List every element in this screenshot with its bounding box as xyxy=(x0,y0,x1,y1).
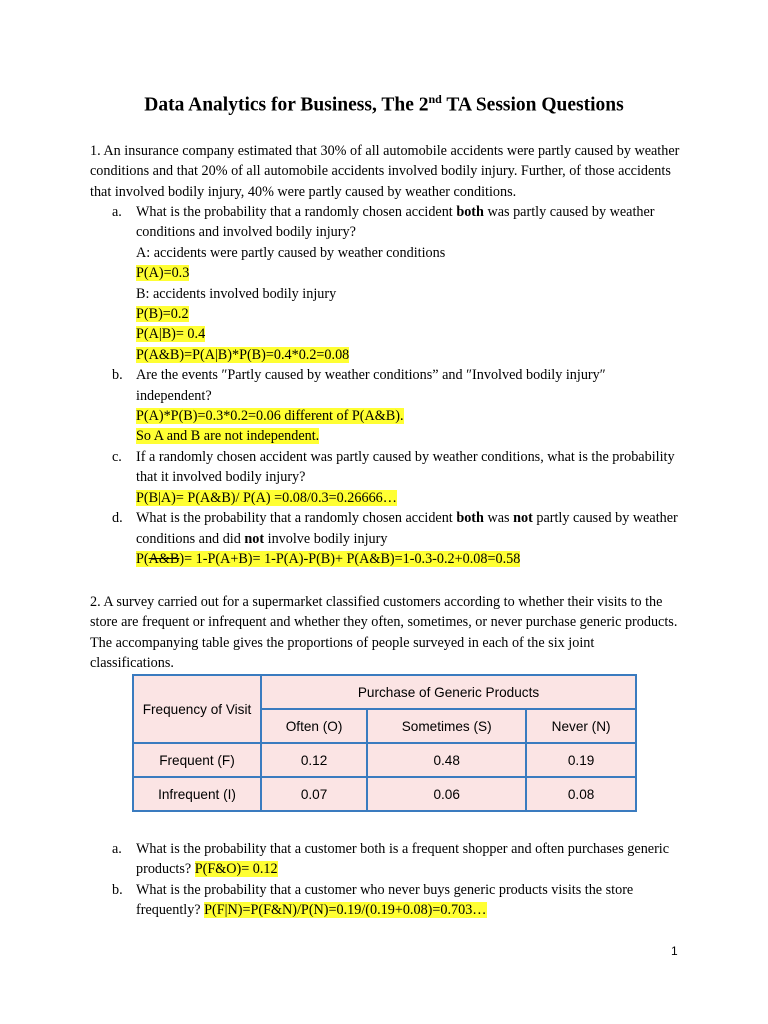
row-header-cell: Frequency of Visit xyxy=(133,675,261,743)
table-row xyxy=(133,777,636,811)
table-cell: 0.48 xyxy=(367,743,526,777)
question-2-intro: 2. A survey carried out for a supermarket classified customers according to whether their visits to the store are frequent or infrequent and whether they often, sometimes, or never purchase generic products. The accompanying table gives the proportions of people surveyed in each of the six joint classifications. xyxy=(90,594,678,672)
table-cell: 0.12 xyxy=(261,743,367,777)
title-superscript: nd xyxy=(428,92,442,106)
table-cell: 0.06 xyxy=(367,777,526,811)
table-cell: 0.19 xyxy=(526,743,636,777)
item-label: b. xyxy=(112,881,123,898)
answer-pagb: P(A|B)= 0.4 xyxy=(136,326,206,343)
item-label: b. xyxy=(112,367,123,384)
question-1b xyxy=(90,365,680,447)
question-1-items xyxy=(90,202,680,569)
answer-pab: P(A&B)=P(A|B)*P(B)=0.4*0.2=0.08 xyxy=(136,346,350,363)
answer-2b: P(F|N)=P(F&N)/P(N)=0.19/(0.19+0.08)=0.703… xyxy=(204,902,487,919)
page-number: 1 xyxy=(671,944,678,958)
title-rest: TA Session Questions xyxy=(441,94,624,116)
answer-1b-line1: P(A)*P(B)=0.3*0.2=0.06 different of P(A&B). xyxy=(136,408,404,425)
question-2a xyxy=(90,839,680,880)
answer-1b-line2: So A and B are not independent. xyxy=(136,428,320,445)
question-text: What is the probability that a randomly chosen accident both was not partly caused by weather conditions and did not involve bodily injury xyxy=(136,510,678,547)
question-1d xyxy=(90,508,680,569)
answer-pb: P(B)=0.2 xyxy=(136,306,189,323)
question-text: What is the probability that a customer who never buys generic products visits the store frequently? xyxy=(136,881,634,919)
question-2-items xyxy=(90,839,680,921)
group-header-cell: Purchase of Generic Products xyxy=(261,675,636,709)
item-label: d. xyxy=(112,510,123,527)
item-label: a. xyxy=(112,841,122,857)
answer-1c: P(B|A)= P(A&B)/ P(A) =0.08/0.3=0.26666… xyxy=(136,489,397,506)
definition-a: A: accidents were partly caused by weather conditions xyxy=(136,244,446,261)
table-row xyxy=(133,743,636,777)
title-main: Data Analytics for Business, The 2 xyxy=(144,94,429,116)
question-1-intro: 1. An insurance company estimated that 30% of all automobile accidents were partly caused by weather conditions and that 20% of all automobile accidents involved bodily injury. Further, of those accidents that involved bodily injury, 40% were partly caused by weather conditions. xyxy=(90,143,680,200)
answer-pa: P(A)=0.3 xyxy=(136,265,190,282)
column-header-often: Often (O) xyxy=(261,709,367,743)
question-text: Are the events ″Partly caused by weather conditions” and ″Involved bodily injury″ independent? xyxy=(136,367,606,404)
row-label: Infrequent (I) xyxy=(133,777,261,811)
page-title xyxy=(0,92,768,117)
question-text: What is the probability that a customer both is a frequent shopper and often purchases generic products? xyxy=(136,841,670,878)
definition-b: B: accidents involved bodily injury xyxy=(136,285,337,302)
item-label: a. xyxy=(112,204,122,220)
question-1a xyxy=(90,202,680,365)
answer-1d: P(A&B)= 1-P(A+B)= 1-P(A)-P(B)+ P(A&B)=1-0.3-0.2+0.08=0.58 xyxy=(136,550,521,567)
row-label: Frequent (F) xyxy=(133,743,261,777)
column-header-sometimes: Sometimes (S) xyxy=(367,709,526,743)
table-cell: 0.07 xyxy=(261,777,367,811)
question-2b xyxy=(90,880,680,921)
column-header-never: Never (N) xyxy=(526,709,636,743)
question-text: If a randomly chosen accident was partly caused by weather conditions, what is the probability that it involved bodily injury? xyxy=(136,448,675,486)
question-text: What is the probability that a randomly chosen accident both was partly caused by weather conditions and involved bodily injury? xyxy=(136,204,655,241)
answer-2a: P(F&O)= 0.12 xyxy=(194,861,278,878)
generic-products-table xyxy=(132,674,637,812)
question-1c xyxy=(90,447,680,508)
item-label: c. xyxy=(112,448,122,465)
table-cell: 0.08 xyxy=(526,777,636,811)
